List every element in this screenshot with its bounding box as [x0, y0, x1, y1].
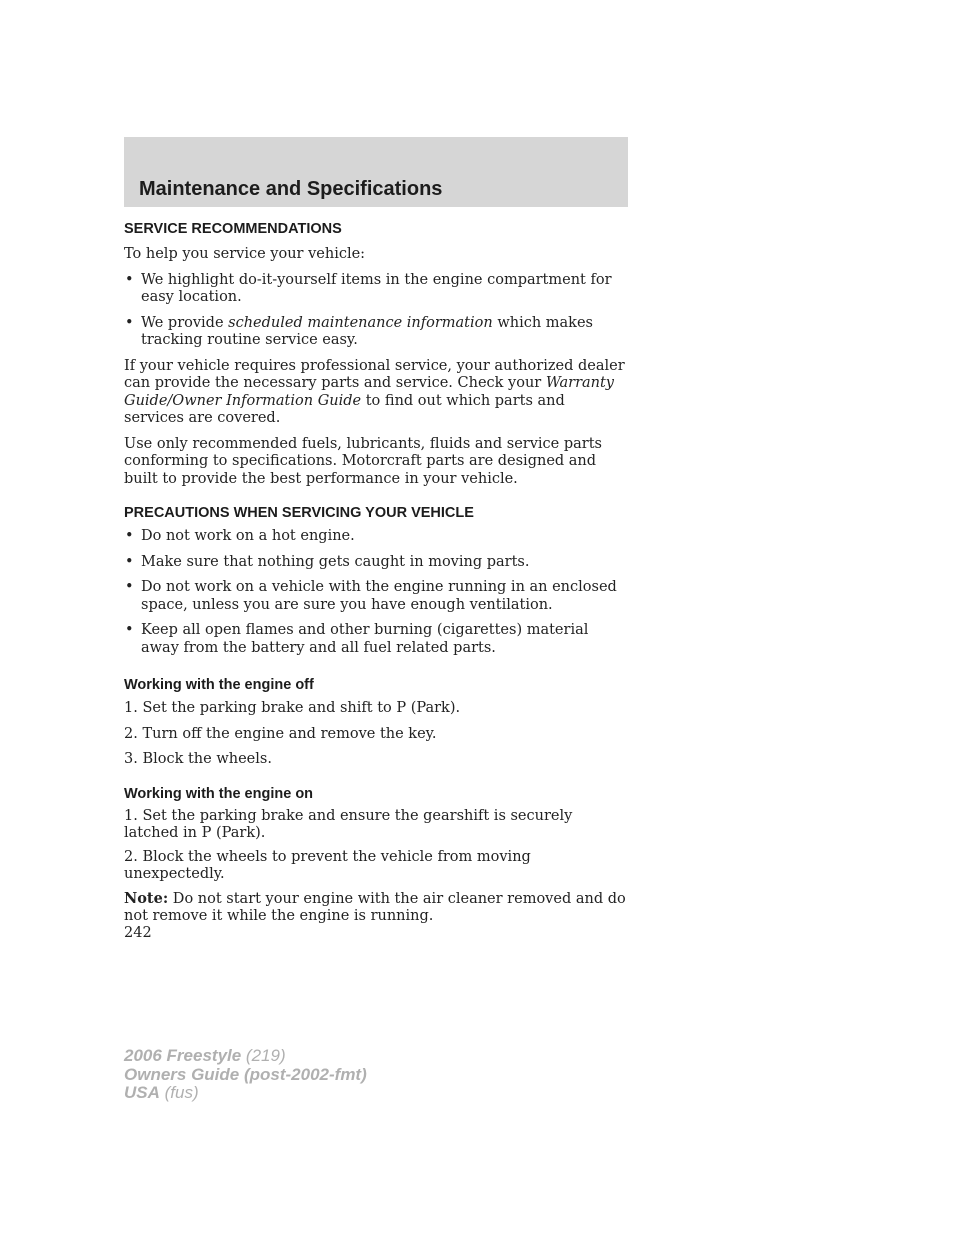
document-footer	[124, 1047, 367, 1103]
list-item: • Do not work on a hot engine.	[125, 528, 355, 544]
list-item: • Do not work on a vehicle with the engine running in an enclosed space, unless you are sure you have enough ventilation.	[125, 579, 617, 613]
list-item: • We highlight do-it-yourself items in the engine compartment for easy location.	[125, 271, 612, 305]
service-paragraph-dealer: If your vehicle requires professional service, your authorized dealer can provide the necessary parts and service. Check your Warranty Guide/Owner Information Guide to find out which parts and services are covered.	[124, 357, 625, 426]
bullet-icon: •	[125, 579, 134, 595]
page-content	[124, 220, 628, 926]
footer-line-region: USA (fus)	[124, 1083, 199, 1102]
service-intro: To help you service your vehicle:	[124, 246, 366, 262]
footer-line-guide: Owners Guide (post-2002-fmt)	[124, 1064, 367, 1084]
section-title: Maintenance and Specifications	[139, 178, 443, 200]
list-item: • Make sure that nothing gets caught in moving parts.	[125, 553, 530, 570]
engine-off-step-1: 1. Set the parking brake and shift to P (Park).	[124, 700, 461, 716]
section-header-bar	[124, 137, 628, 207]
bullet-icon: •	[125, 553, 134, 570]
engine-on-step-1: 1. Set the parking brake and ensure the gearshift is securely latched in P (Park).	[124, 807, 573, 841]
list-item: • We provide scheduled maintenance information which makes tracking routine service easy.	[125, 314, 593, 348]
scheduled-maintenance-reference: scheduled maintenance information	[228, 314, 493, 331]
list-item: • Keep all open flames and other burning (cigarettes) material away from the battery and all fuel related parts.	[125, 622, 589, 656]
precautions-list	[124, 528, 628, 657]
engine-off-step-2: 2. Turn off the engine and remove the key.	[124, 725, 437, 742]
bullet-icon: •	[125, 528, 134, 544]
engine-note: Note: Do not start your engine with the air cleaner removed and do not remove it while the engine is running.	[124, 889, 626, 924]
engine-on-step-2: 2. Block the wheels to prevent the vehicle from moving unexpectedly.	[124, 848, 531, 882]
service-paragraph-parts: Use only recommended fuels, lubricants, fluids and service parts conforming to specifications. Motorcraft parts are designed and built to provide the best performance in your vehicle.	[124, 435, 602, 487]
footer-line-model: 2006 Freestyle (219)	[124, 1046, 286, 1065]
bullet-icon: •	[125, 271, 134, 288]
engine-off-heading: Working with the engine off	[124, 677, 314, 693]
service-recommendations-heading: SERVICE RECOMMENDATIONS	[124, 221, 342, 237]
warranty-guide-reference: Warranty Guide/Owner Information Guide	[124, 375, 614, 409]
bullet-icon: •	[125, 314, 134, 331]
precautions-heading: PRECAUTIONS WHEN SERVICING YOUR VEHICLE	[124, 505, 474, 521]
bullet-icon: •	[125, 622, 134, 638]
page-number: 242	[124, 925, 152, 941]
engine-on-heading: Working with the engine on	[124, 785, 314, 802]
note-label: Note:	[124, 889, 169, 907]
engine-off-step-3: 3. Block the wheels.	[124, 751, 272, 767]
service-bullet-list	[124, 272, 628, 350]
